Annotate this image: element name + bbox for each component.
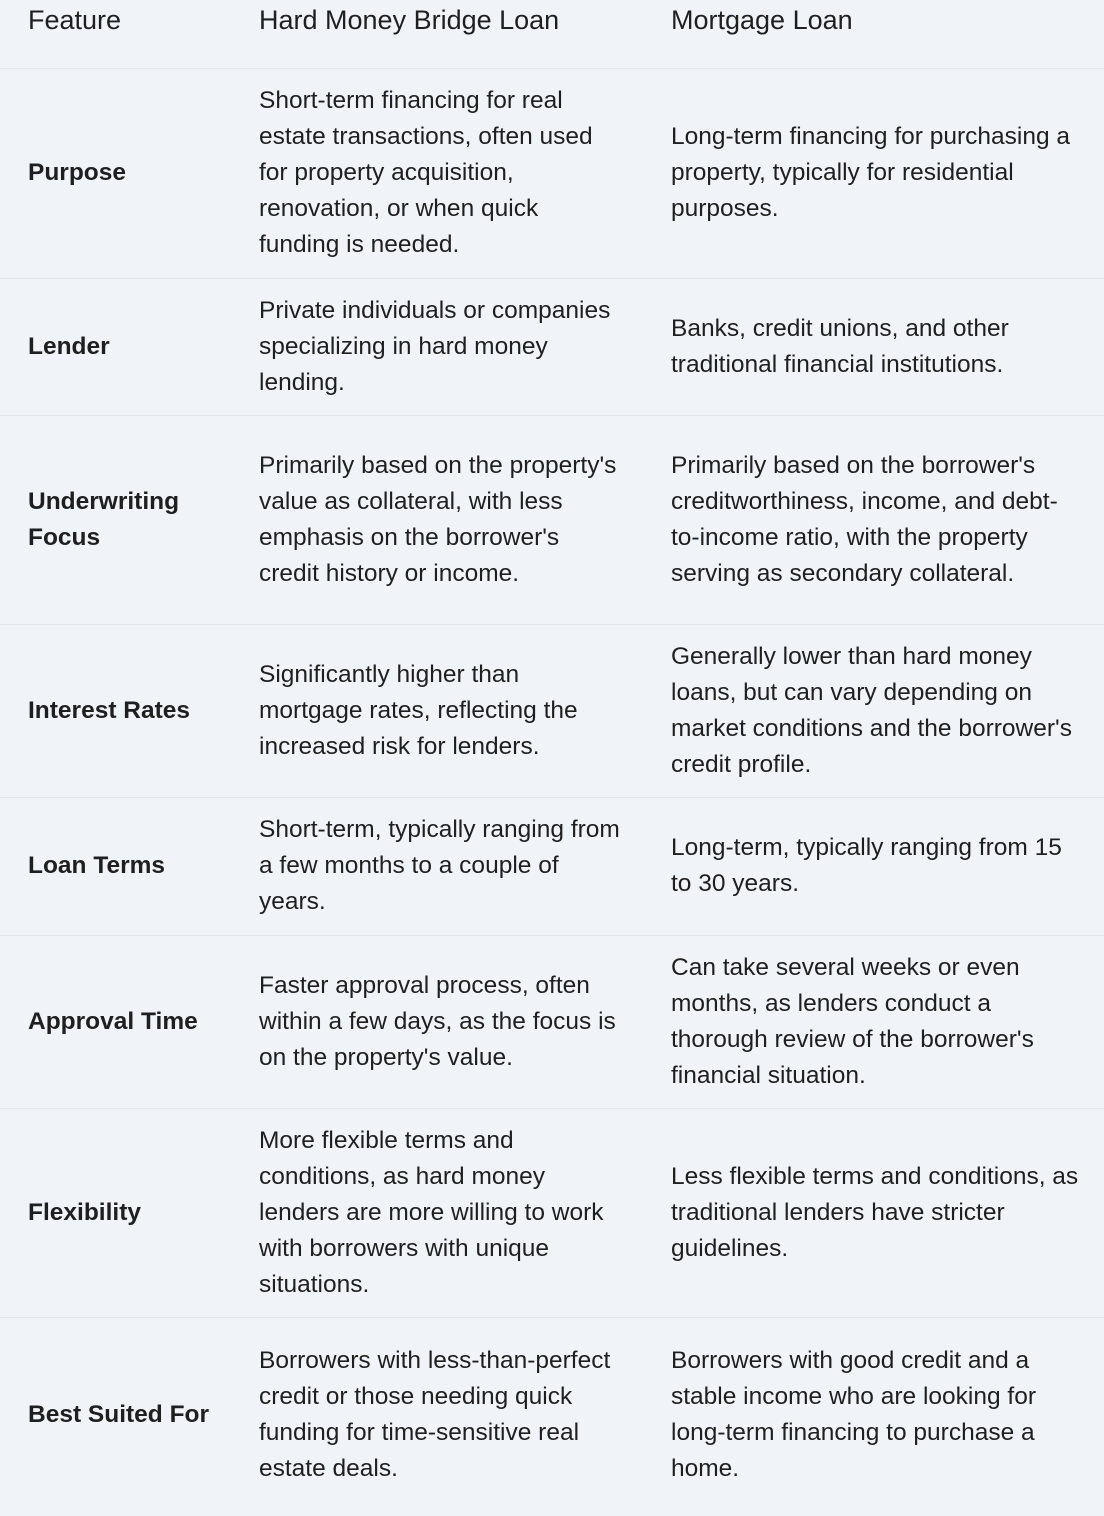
hard-money-cell: Private individuals or companies specializing in hard money lending. — [231, 278, 643, 415]
table-row — [0, 415, 1104, 624]
table-row — [0, 935, 1104, 1108]
header-feature: Feature — [0, 0, 231, 68]
hard-money-cell: Primarily based on the property's value as collateral, with less emphasis on the borrower's credit history or income. — [231, 415, 643, 624]
feature-cell: Lender — [0, 278, 231, 415]
mortgage-cell: Can take several weeks or even months, as lenders conduct a thorough review of the borrower's financial situation. — [643, 935, 1104, 1108]
mortgage-cell: Long-term, typically ranging from 15 to 30 years. — [643, 797, 1104, 935]
table-row — [0, 797, 1104, 935]
table-row — [0, 1108, 1104, 1317]
table-row — [0, 624, 1104, 797]
mortgage-cell: Long-term financing for purchasing a property, typically for residential purposes. — [643, 68, 1104, 278]
feature-cell: Flexibility — [0, 1108, 231, 1317]
mortgage-cell: Primarily based on the borrower's creditworthiness, income, and debt-to-income ratio, with the property serving as secondary collateral. — [643, 415, 1104, 624]
header-row — [0, 0, 1104, 68]
table-row — [0, 68, 1104, 278]
header-mortgage: Mortgage Loan — [643, 0, 1104, 68]
hard-money-cell: Faster approval process, often within a few days, as the focus is on the property's value. — [231, 935, 643, 1108]
hard-money-cell: Short-term, typically ranging from a few months to a couple of years. — [231, 797, 643, 935]
feature-cell: Loan Terms — [0, 797, 231, 935]
header-hard-money: Hard Money Bridge Loan — [231, 0, 643, 68]
table-row — [0, 278, 1104, 415]
mortgage-cell: Borrowers with good credit and a stable income who are looking for long-term financing to purchase a home. — [671, 1347, 1036, 1483]
hard-money-cell: Significantly higher than mortgage rates, reflecting the increased risk for lenders. — [231, 624, 643, 797]
feature-cell: Approval Time — [0, 935, 231, 1108]
mortgage-cell: Generally lower than hard money loans, but can vary depending on market conditions and the borrower's credit profile. — [643, 624, 1104, 797]
feature-cell: Underwriting Focus — [0, 415, 231, 624]
feature-cell: Best Suited For — [28, 1401, 210, 1429]
hard-money-cell: Borrowers with less-than-perfect credit or those needing quick funding for time-sensitive real estate deals. — [259, 1347, 611, 1483]
mortgage-cell: Less flexible terms and conditions, as traditional lenders have stricter guidelines. — [643, 1108, 1104, 1317]
mortgage-cell: Banks, credit unions, and other traditional financial institutions. — [643, 278, 1104, 415]
table-row — [0, 1317, 1104, 1513]
feature-cell: Purpose — [0, 68, 231, 278]
hard-money-cell: More flexible terms and conditions, as hard money lenders are more willing to work with borrowers with unique situations. — [231, 1108, 643, 1317]
hard-money-cell: Short-term financing for real estate transactions, often used for property acquisition, renovation, or when quick funding is needed. — [231, 68, 643, 278]
feature-cell: Interest Rates — [0, 624, 231, 797]
